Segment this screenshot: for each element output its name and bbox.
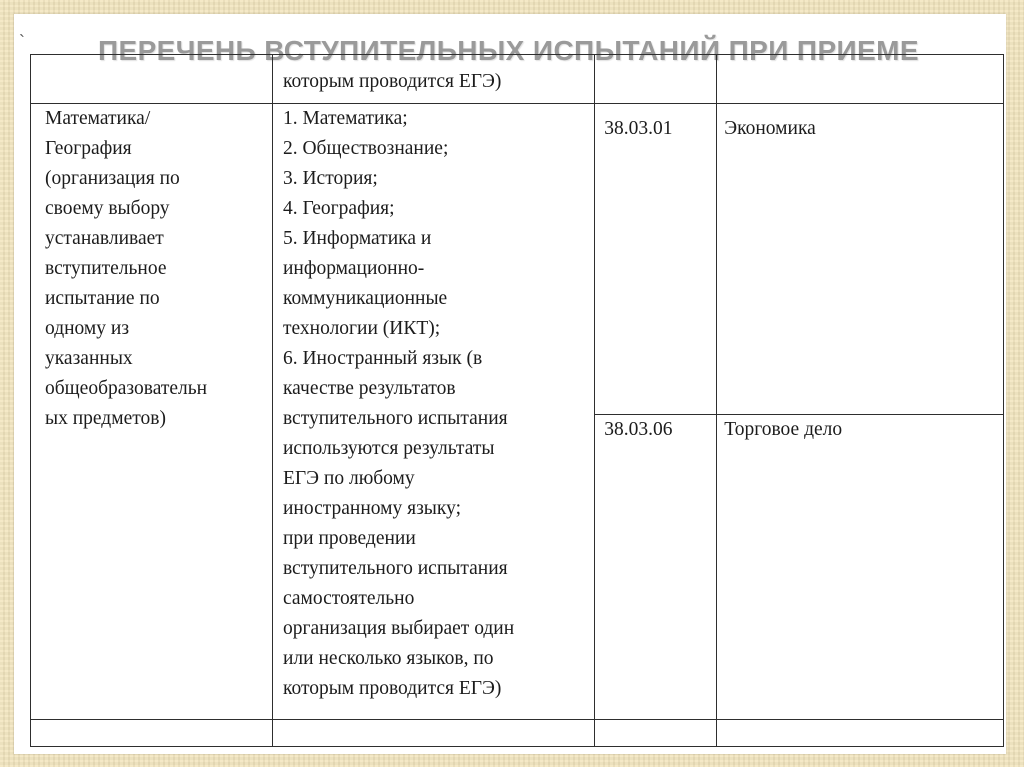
subjects-line: Математика/	[45, 108, 151, 129]
table-cell	[595, 55, 717, 104]
program-code-cell	[595, 415, 717, 720]
tests-cell	[272, 104, 594, 720]
tests-line: 4. География;	[282, 198, 395, 219]
subjects-line: вступительное	[45, 258, 167, 279]
table-cell	[595, 720, 717, 747]
tests-line: 2. Обществознание;	[282, 138, 449, 159]
program-name: Торговое дело	[724, 419, 843, 440]
tests-line: используются результаты	[282, 438, 495, 459]
program-name-cell	[717, 415, 1004, 720]
tests-line: 1. Математика;	[282, 108, 408, 129]
tests-line: 5. Информатика и	[282, 228, 432, 249]
tests-line: вступительного испытания	[282, 558, 508, 579]
tests-line: при проведении	[282, 528, 416, 549]
table-row-next	[31, 720, 1004, 747]
tests-line: 6. Иностранный язык (в	[282, 348, 483, 369]
tests-line: иностранному языку;	[282, 498, 461, 519]
subjects-line: (организация по	[45, 168, 180, 189]
slide-title: ПЕРЕЧЕНЬ ВСТУПИТЕЛЬНЫХ ИСПЫТАНИЙ ПРИ ПРИЕМЕ	[98, 35, 919, 66]
table-row-previous	[31, 55, 1004, 104]
subjects-line: испытание по	[45, 288, 160, 309]
table-cell	[717, 720, 1004, 747]
tests-line: коммуникационные	[282, 288, 448, 309]
table-cell	[31, 55, 273, 104]
corner-mark: `	[19, 32, 25, 52]
table-cell	[272, 720, 594, 747]
table-cell	[31, 720, 273, 747]
tests-line: 3. История;	[282, 168, 378, 189]
tests-line: организация выбирает один	[282, 618, 515, 639]
subjects-line: География	[45, 138, 132, 159]
program-name-cell	[717, 104, 1004, 415]
subjects-line: ых предметов)	[45, 408, 166, 429]
document-excerpt	[30, 54, 1006, 754]
table-cell	[272, 55, 594, 104]
subjects-line: устанавливает	[45, 228, 164, 249]
program-code-cell	[595, 104, 717, 415]
table-cell	[717, 55, 1004, 104]
tests-line: самостоятельно	[282, 588, 415, 609]
slide	[14, 14, 1006, 754]
tests-line: или несколько языков, по	[282, 648, 494, 669]
program-code: 38.03.06	[604, 419, 673, 440]
entrance-exams-table	[30, 54, 1004, 747]
tests-line: ЕГЭ по любому	[282, 468, 415, 489]
subjects-line: своему выбору	[45, 198, 170, 219]
tests-line: которым проводится ЕГЭ)	[282, 678, 502, 699]
subjects-line: общеобразовательн	[45, 378, 208, 399]
program-name: Экономика	[724, 118, 816, 139]
program-code: 38.03.01	[604, 118, 673, 139]
previous-row-fragment: которым проводится ЕГЭ)	[282, 71, 502, 92]
tests-line: вступительного испытания	[282, 408, 508, 429]
tests-line: технологии (ИКТ);	[282, 318, 441, 339]
subjects-line: указанных	[45, 348, 133, 369]
tests-line: информационно-	[282, 258, 425, 279]
tests-line: качестве результатов	[282, 378, 456, 399]
subjects-cell	[31, 104, 273, 720]
subjects-line: одному из	[45, 318, 130, 339]
table-row	[31, 104, 1004, 415]
